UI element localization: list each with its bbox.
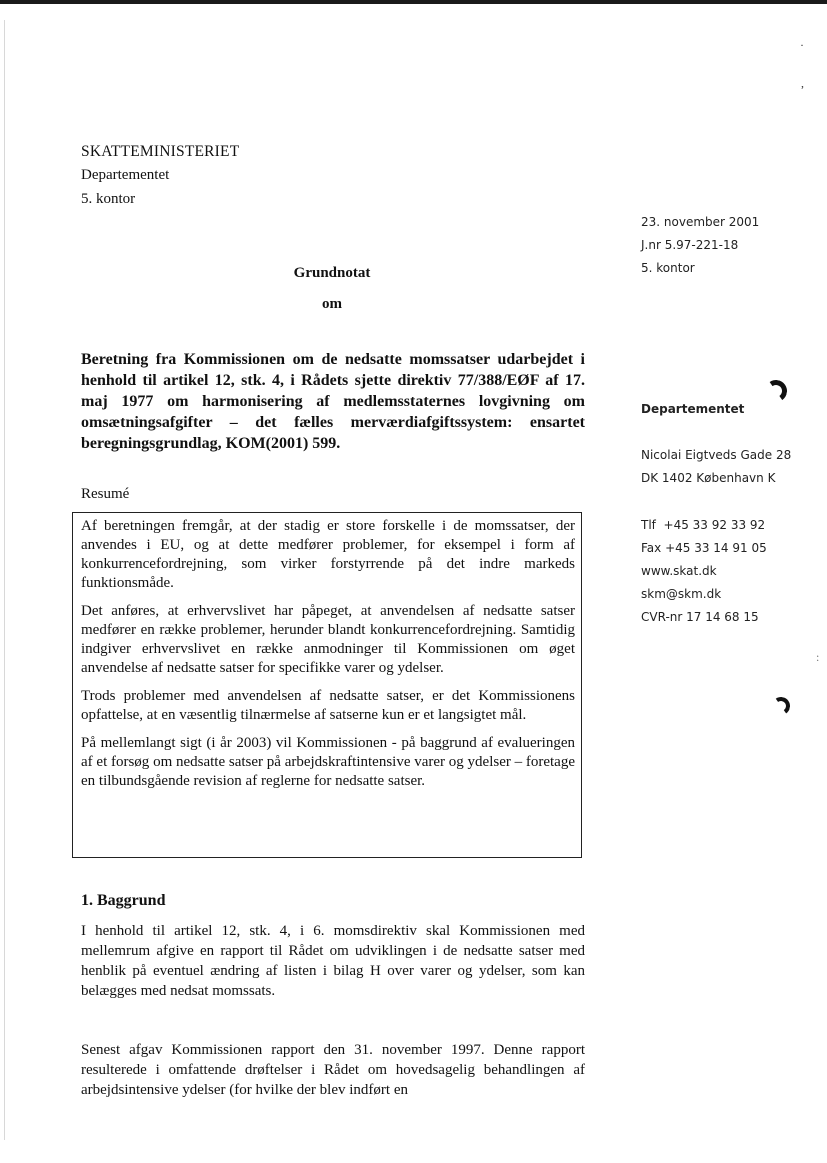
ministry-name: SKATTEMINISTERIET bbox=[81, 143, 240, 160]
resume-label: Resumé bbox=[81, 486, 130, 502]
sender-street: Nicolai Eigtveds Gade 28 bbox=[641, 448, 792, 462]
document-heading: Grundnotat bbox=[293, 265, 371, 281]
scan-speck: · bbox=[800, 38, 804, 52]
scan-left-edge bbox=[4, 20, 5, 1140]
resume-paragraph: Det anføres, at erhvervslivet har påpeget, at anvendelsen af nedsatte satser medfører en række problemer, herunder blandt konkurrencefordrejning. Samtidig indgiver erhvervslivet en række anmodninger til Kommissionen om øget anvendelse af nedsatte satser for specifikke varer og ydelser. bbox=[81, 603, 575, 676]
sender-name: Departementet bbox=[641, 402, 745, 416]
office-name: 5. kontor bbox=[81, 191, 136, 207]
sender-website: www.skat.dk bbox=[641, 564, 717, 578]
sender-phone: Tlf +45 33 92 33 92 bbox=[641, 518, 766, 532]
resume-paragraph: Af beretningen fremgår, at der stadig er store forskelle i de momssatser, der anvendes i EU, og at dette medfører problemer, for eksempel i form af konkurrencefordrejning, som virker forstyrrende på det indre markeds funktionsmåde. bbox=[81, 518, 575, 591]
ministry-logo-icon bbox=[763, 378, 788, 403]
resume-paragraph: Trods problemer med anvendelsen af nedsatte satser, er det Kommissionens opfattelse, at en væsentlig tilnærmelse af satserne kun er et langsigtet mål. bbox=[81, 688, 575, 723]
scan-mark-icon bbox=[771, 696, 792, 717]
document-subheading: om bbox=[322, 296, 342, 312]
sender-cvr: CVR-nr 17 14 68 15 bbox=[641, 610, 759, 624]
document-title: Beretning fra Kommissionen om de nedsatte momssatser udarbejdet i henhold til artikel 12, stk. 4, i Rådets sjette direktiv 77/388/EØF af 17. maj 1977 om harmonisering af medlemsstaternes lovgivning om omsætningsafgifter – det fælles merværdiafgiftssystem: ensartet beregningsgrundlag, KOM(2001) 599. bbox=[81, 351, 585, 452]
sender-email: skm@skm.dk bbox=[641, 587, 722, 601]
scan-speck: , bbox=[801, 76, 804, 90]
section-paragraph: Senest afgav Kommissionen rapport den 31. november 1997. Denne rapport resulterede i omfattende drøftelser i Rådet om hovedsagelig behandlingen af arbejdsintensive ydelser (for hvilke der blev indført en bbox=[81, 1042, 585, 1098]
document-date: 23. november 2001 bbox=[641, 215, 760, 229]
department-name: Departementet bbox=[81, 167, 170, 183]
resume-paragraph: På mellemlangt sigt (i år 2003) vil Kommissionen - på baggrund af evalueringen af et forsøg om nedsatte satser på arbejdskraftintensive varer og ydelser – foretage en tilbundsgående revision af reglerne for nedsatte satser. bbox=[81, 735, 575, 789]
section-paragraph: I henhold til artikel 12, stk. 4, i 6. momsdirektiv skal Kommissionen med mellemrum afgive en rapport til Rådet om udviklingen i de nedsatte satser med henblik på eventuel ændring af listen i bilag H over varer og ydelser, som kan belægges med nedsat momssats. bbox=[81, 923, 585, 999]
scan-speck: : bbox=[816, 650, 820, 664]
meta-office: 5. kontor bbox=[641, 261, 695, 275]
sender-fax: Fax +45 33 14 91 05 bbox=[641, 541, 767, 555]
section-heading: 1. Baggrund bbox=[81, 892, 166, 909]
resume-box bbox=[72, 512, 582, 858]
sender-city: DK 1402 København K bbox=[641, 471, 776, 485]
journal-number: J.nr 5.97-221-18 bbox=[641, 238, 739, 252]
scan-top-edge bbox=[0, 0, 827, 4]
